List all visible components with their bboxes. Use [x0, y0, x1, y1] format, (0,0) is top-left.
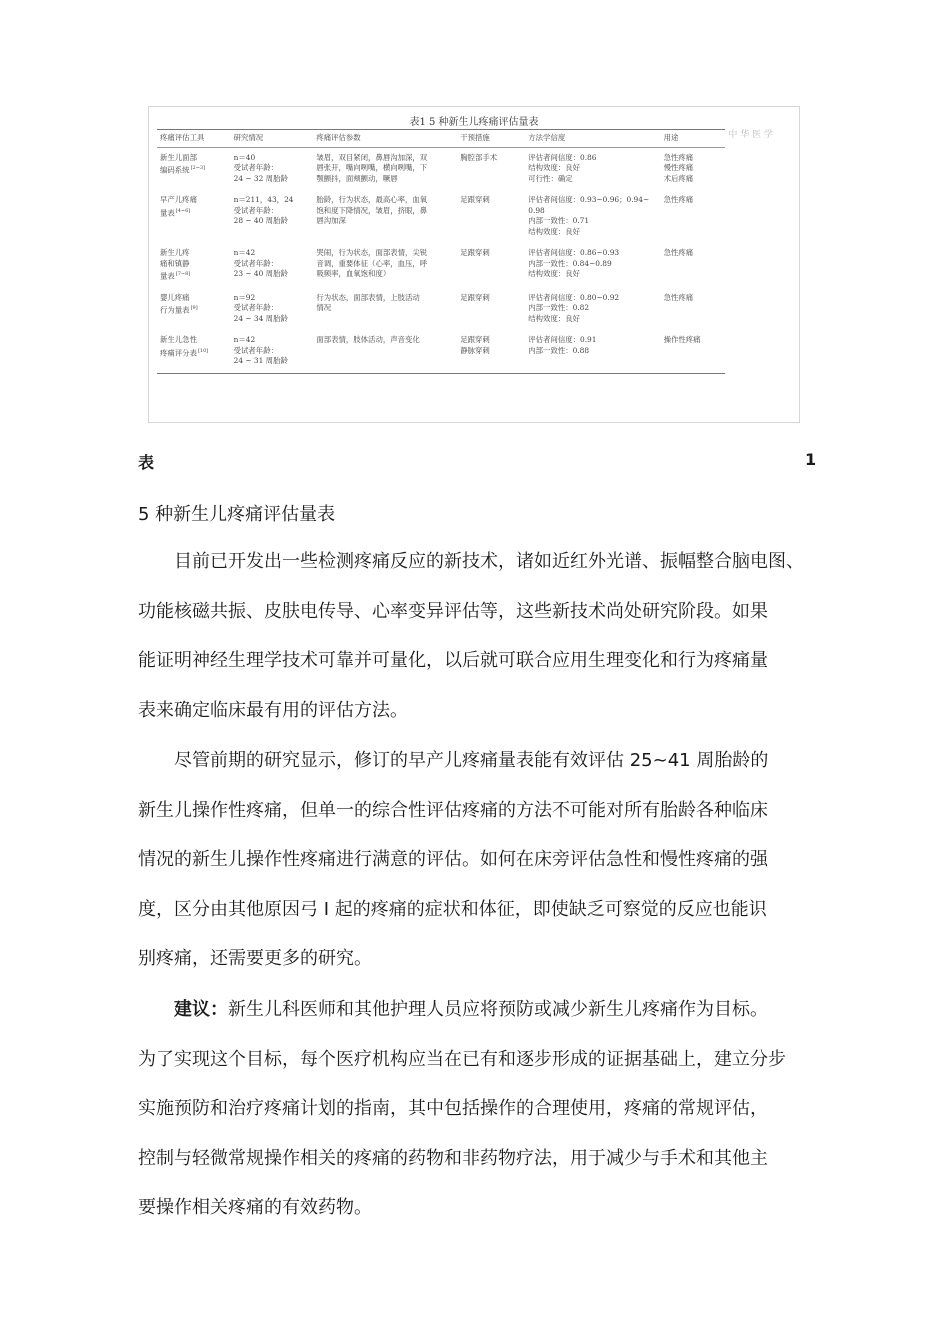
cell-line: 行为状态，面部表情，上肢活动	[316, 292, 420, 302]
cell-line: 新生儿急性	[160, 335, 197, 345]
cell-line: 面部表情，肢体活动，声音变化	[316, 335, 420, 345]
cell-line: 术后疼痛	[663, 173, 694, 183]
caption-title: 5 种新生儿疼痛评估量表	[138, 504, 336, 525]
cell-params	[313, 288, 457, 331]
cell-tool	[157, 147, 231, 190]
cell-line: 慢性疼痛	[663, 163, 694, 172]
table-row	[157, 190, 725, 243]
cell-line: 内部一致性：0.71	[528, 216, 590, 225]
cell-line: n＝40	[233, 152, 256, 162]
cell-use	[661, 288, 725, 331]
cell-line: 唇沟加深	[316, 216, 346, 225]
paragraph-line: 度，区分由其他原因弓 I 起的疼痛的症状和体征，即使缺乏可察觉的反应也能识	[138, 898, 767, 920]
cell-line: 受试者年龄：	[233, 205, 278, 215]
header-study: 研究情况	[231, 130, 314, 148]
cell-line: 评估者间信度：0.93~0.96；0.94~	[528, 195, 650, 204]
cell-line: 早产儿疼痛	[160, 195, 197, 204]
cell-line: 结构效度：良好	[528, 163, 581, 172]
cell-line: n＝42	[233, 335, 256, 345]
table-row	[157, 330, 725, 373]
cell-line: 24 ~ 31 周胎龄	[233, 356, 288, 366]
table-figure	[148, 106, 800, 423]
cell-line: 静脉穿刺	[460, 345, 490, 355]
table-row	[157, 288, 725, 331]
cell-intervention	[457, 288, 525, 331]
header-use: 用途	[661, 130, 725, 148]
cell-reliability	[525, 288, 660, 331]
header-params: 疼痛评估参数	[313, 130, 457, 148]
cell-tool	[157, 288, 231, 331]
caption-number: 1	[805, 450, 817, 469]
cell-line: 哭闹，行为状态，面部表情，尖锐	[316, 248, 428, 257]
paragraph-line: 目前已开发出一些检测疼痛反应的新技术，诸如近红外光谱、振幅整合脑电图、	[174, 551, 804, 572]
cell-line: n＝42	[233, 248, 256, 257]
cell-tool	[157, 190, 231, 243]
figure-title: 表1 5 种新生儿疼痛评估量表	[409, 117, 539, 128]
paragraph-line: 能证明神经生理学技术可靠并可量化，以后就可联合应用生理变化和行为疼痛量	[138, 650, 768, 671]
paragraph-2	[138, 736, 838, 984]
cell-reliability	[525, 243, 660, 288]
cell-line: 内部一致性：0.82	[528, 303, 590, 313]
cell-intervention	[457, 147, 525, 190]
cell-line: 受试者年龄：	[233, 258, 278, 268]
watermark-logo: 中 华 医 学	[728, 130, 773, 140]
cell-params	[313, 330, 457, 373]
cell-study	[231, 288, 314, 331]
cell-line: 足跟穿刺	[460, 195, 490, 204]
cell-line: 情况	[316, 303, 332, 313]
cell-line: 音调，重要体征（心率，血压，呼	[316, 258, 428, 268]
paragraph-line: 表来确定临床最有用的评估方法。	[138, 699, 408, 721]
reference-mark: [9]	[190, 305, 198, 312]
cell-study	[231, 330, 314, 373]
paragraph-line: 功能核磁共振、皮肤电传导、心率变异评估等，这些新技术尚处研究阶段。如果	[138, 600, 768, 622]
recommendation-label: 建议：	[174, 999, 228, 1020]
cell-line: 胎龄，行为状态，最高心率，血氧	[316, 195, 428, 204]
cell-line: 操作性疼痛	[663, 335, 701, 345]
cell-study	[231, 147, 314, 190]
cell-reliability	[525, 147, 660, 190]
paragraph-line: 实施预防和治疗疼痛计划的指南，其中包括操作的合理使用，疼痛的常规评估，	[138, 1098, 768, 1119]
paragraph-line: 要操作相关疼痛的有效药物。	[138, 1197, 372, 1218]
paragraph-line: 别疼痛，还需要更多的研究。	[138, 948, 372, 969]
recommendation-text: 新生儿科医师和其他护理人员应将预防或减少新生儿疼痛作为目标。	[228, 999, 768, 1020]
cell-line: 皱眉，双目紧闭，鼻唇沟加深，双	[316, 152, 428, 162]
cell-line: 编码系统	[160, 165, 190, 175]
cell-params	[313, 190, 457, 243]
paragraph-line: 情况的新生儿操作性疼痛进行满意的评估。如何在床旁评估急性和慢性疼痛的强	[138, 849, 768, 870]
cell-study	[231, 190, 314, 243]
cell-line: 结构效度：良好	[528, 269, 581, 278]
cell-use	[661, 243, 725, 288]
caption-label: 表	[138, 453, 155, 472]
cell-line: 0.98	[528, 205, 545, 215]
cell-params	[313, 147, 457, 190]
cell-line: 新生儿疼	[160, 248, 190, 257]
cell-line: 23 ~ 40 周胎龄	[233, 269, 288, 278]
cell-line: 结构效度：良好	[528, 226, 581, 236]
cell-study	[231, 243, 314, 288]
paragraph-line	[138, 985, 838, 1035]
cell-line: 评估者间信度：0.86	[528, 152, 597, 162]
cell-line: 婴儿疼痛	[160, 292, 190, 302]
cell-line: 可行性：确定	[528, 173, 573, 183]
cell-line: 受试者年龄：	[233, 303, 278, 313]
cell-line: 急性疼痛	[663, 195, 694, 204]
reference-mark: [7~8]	[175, 271, 191, 277]
cell-line: 足跟穿刺	[460, 292, 490, 302]
cell-intervention	[457, 243, 525, 288]
header-intervention: 干预措施	[457, 130, 525, 148]
cell-line: n＝211，43，24	[233, 195, 294, 204]
cell-line: 内部一致性：0.88	[528, 345, 590, 355]
header-tool: 疼痛评估工具	[157, 130, 231, 148]
cell-line: 受试者年龄：	[233, 345, 278, 355]
table-body	[157, 147, 725, 373]
cell-line: 行为量表	[160, 305, 190, 315]
table-header-row	[157, 130, 725, 148]
paragraph-line: 新生儿操作性疼痛，但单一的综合性评估疼痛的方法不可能对所有胎龄各种临床	[138, 799, 768, 821]
cell-line: 足跟穿刺	[460, 248, 490, 257]
cell-line: 28 ~ 40 周胎龄	[233, 216, 288, 225]
cell-line: 吸频率，血氧饱和度）	[316, 269, 391, 278]
paragraph-3	[138, 985, 838, 1233]
cell-use	[661, 190, 725, 243]
cell-line: 足跟穿刺	[460, 335, 490, 345]
paragraph-line: 尽管前期的研究显示，修订的早产儿疼痛量表能有效评估 25~41 周胎龄的	[174, 750, 769, 771]
paragraph-1	[138, 537, 838, 735]
cell-line: 受试者年龄：	[233, 163, 278, 172]
cell-line: 量表	[160, 271, 175, 281]
cell-line: 急性疼痛	[663, 248, 694, 257]
cell-line: 评估者间信度：0.91	[528, 335, 597, 345]
cell-line: 内部一致性：0.84~0.89	[528, 258, 612, 268]
cell-line: 疼痛评分表	[160, 348, 197, 358]
cell-intervention	[457, 330, 525, 373]
table-row	[157, 243, 725, 288]
pain-scale-table	[157, 129, 725, 374]
reference-mark: [2~3]	[190, 165, 206, 171]
cell-reliability	[525, 190, 660, 243]
cell-intervention	[457, 190, 525, 243]
cell-line: 痛和镇静	[160, 258, 190, 268]
reference-mark: [4~6]	[175, 207, 191, 214]
cell-line: 评估者间信度：0.86~0.93	[528, 248, 620, 257]
cell-line: n＝92	[233, 292, 256, 302]
paragraph-line: 为了实现这个目标，每个医疗机构应当在已有和逐步形成的证据基础上，建立分步	[138, 1048, 786, 1070]
header-reliability: 方法学信度	[525, 130, 660, 148]
cell-tool	[157, 243, 231, 288]
cell-line: 急性疼痛	[663, 152, 694, 162]
cell-use	[661, 147, 725, 190]
reference-mark: [10]	[197, 347, 209, 354]
cell-line: 胸腔部手术	[460, 152, 498, 162]
paragraph-line: 控制与轻微常规操作相关的疼痛的药物和非药物疗法，用于减少与手术和其他主	[138, 1147, 768, 1169]
cell-tool	[157, 330, 231, 373]
cell-line: 唇张开，嘴向咧嘴，横向咧嘴，下	[316, 163, 428, 172]
cell-line: 急性疼痛	[663, 292, 694, 302]
cell-line: 颚颤抖，面颊颤动，噘唇	[316, 173, 398, 183]
cell-line: 评估者间信度：0.80~0.92	[528, 292, 620, 302]
cell-line: 结构效度：良好	[528, 313, 581, 323]
cell-reliability	[525, 330, 660, 373]
cell-line: 量表	[160, 207, 175, 217]
cell-params	[313, 243, 457, 288]
cell-line: 饱和度下降情况，皱眉，挤眼，鼻	[316, 205, 428, 215]
cell-line: 24 ~ 34 周胎龄	[233, 313, 288, 323]
cell-use	[661, 330, 725, 373]
cell-line: 24 ~ 32 周胎龄	[233, 173, 288, 183]
cell-line: 新生儿面部	[160, 152, 197, 162]
table-row	[157, 147, 725, 190]
